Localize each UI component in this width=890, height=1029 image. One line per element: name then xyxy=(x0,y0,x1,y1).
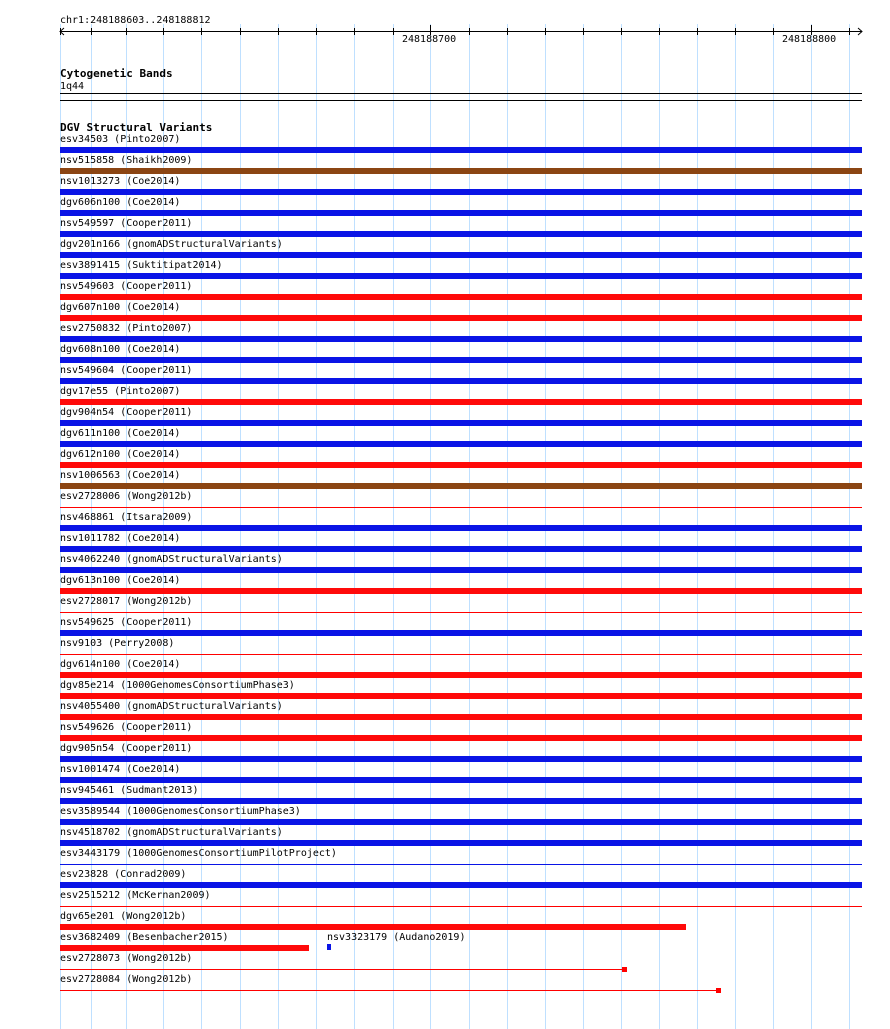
feature-bar[interactable] xyxy=(60,462,862,468)
feature-bar[interactable] xyxy=(60,357,862,363)
feature-bar[interactable] xyxy=(60,567,862,573)
feature-bar[interactable] xyxy=(60,399,862,405)
feature-label[interactable]: nsv549603 (Cooper2011) xyxy=(60,281,193,292)
feature-label[interactable]: dgv201n166 (gnomADStructuralVariants) xyxy=(60,239,283,250)
feature-label[interactable]: dgv613n100 (Coe2014) xyxy=(60,575,181,586)
feature-bar[interactable] xyxy=(60,420,862,426)
feature-label[interactable]: esv2728084 (Wong2012b) xyxy=(60,974,193,985)
feature-bar[interactable] xyxy=(60,546,862,552)
feature-label[interactable]: nsv549626 (Cooper2011) xyxy=(60,722,193,733)
feature-label[interactable]: nsv4055400 (gnomADStructuralVariants) xyxy=(60,701,283,712)
feature-bar[interactable] xyxy=(60,654,862,655)
feature-bar[interactable] xyxy=(60,189,862,195)
ruler-tick-label-2: 248188800 xyxy=(782,34,837,45)
feature-bar[interactable] xyxy=(60,378,862,384)
feature-bar[interactable] xyxy=(60,945,309,951)
feature-bar[interactable] xyxy=(60,525,862,531)
feature-label[interactable]: nsv1006563 (Coe2014) xyxy=(60,470,181,481)
feature-bar[interactable] xyxy=(60,819,862,825)
feature-label[interactable]: dgv614n100 (Coe2014) xyxy=(60,659,181,670)
feature-label[interactable]: nsv549597 (Cooper2011) xyxy=(60,218,193,229)
feature-label[interactable]: nsv549625 (Cooper2011) xyxy=(60,617,193,628)
feature-label[interactable]: esv3589544 (1000GenomesConsortiumPhase3) xyxy=(60,806,301,817)
cytoband-line-top xyxy=(60,93,862,94)
feature-bar[interactable] xyxy=(60,756,862,762)
feature-bar[interactable] xyxy=(60,336,862,342)
feature-label[interactable]: esv2728017 (Wong2012b) xyxy=(60,596,193,607)
feature-label[interactable]: dgv607n100 (Coe2014) xyxy=(60,302,181,313)
feature-bar[interactable] xyxy=(60,168,862,174)
feature-bar[interactable] xyxy=(60,924,686,930)
feature-bar[interactable] xyxy=(60,840,862,846)
feature-label[interactable]: nsv1011782 (Coe2014) xyxy=(60,533,181,544)
feature-bar[interactable] xyxy=(60,210,862,216)
feature-bar[interactable] xyxy=(60,714,862,720)
feature-label[interactable]: dgv905n54 (Cooper2011) xyxy=(60,743,193,754)
feature-label[interactable]: dgv606n100 (Coe2014) xyxy=(60,197,181,208)
feature-label[interactable]: nsv1001474 (Coe2014) xyxy=(60,764,181,775)
dgv-track-title: DGV Structural Variants xyxy=(60,121,213,134)
feature-label[interactable]: nsv3323179 (Audano2019) xyxy=(327,932,466,943)
cytoband-label[interactable]: 1q44 xyxy=(60,81,85,92)
feature-label[interactable]: dgv904n54 (Cooper2011) xyxy=(60,407,193,418)
feature-label[interactable]: esv2728073 (Wong2012b) xyxy=(60,953,193,964)
feature-bar[interactable] xyxy=(60,147,862,153)
feature-bar[interactable] xyxy=(60,906,862,907)
feature-label[interactable]: dgv608n100 (Coe2014) xyxy=(60,344,181,355)
feature-label[interactable]: nsv515858 (Shaikh2009) xyxy=(60,155,193,166)
feature-bar[interactable] xyxy=(60,231,862,237)
feature-bar[interactable] xyxy=(60,990,719,991)
feature-bar[interactable] xyxy=(60,252,862,258)
feature-bar[interactable] xyxy=(60,735,862,741)
feature-bar[interactable] xyxy=(60,672,862,678)
feature-label[interactable]: nsv945461 (Sudmant2013) xyxy=(60,785,199,796)
feature-bar[interactable] xyxy=(60,294,862,300)
feature-label[interactable]: esv34503 (Pinto2007) xyxy=(60,134,181,145)
feature-label[interactable]: esv2515212 (McKernan2009) xyxy=(60,890,211,901)
feature-label[interactable]: nsv9103 (Perry2008) xyxy=(60,638,175,649)
feature-bar[interactable] xyxy=(60,507,862,508)
feature-bar[interactable] xyxy=(60,483,862,489)
ruler xyxy=(0,0,890,60)
feature-bar[interactable] xyxy=(60,588,862,594)
feature-label[interactable]: dgv17e55 (Pinto2007) xyxy=(60,386,181,397)
feature-label[interactable]: esv3443179 (1000GenomesConsortiumPilotProject) xyxy=(60,848,337,859)
feature-label[interactable]: nsv4062240 (gnomADStructuralVariants) xyxy=(60,554,283,565)
feature-label[interactable]: esv2750832 (Pinto2007) xyxy=(60,323,193,334)
feature-label[interactable]: nsv4518702 (gnomADStructuralVariants) xyxy=(60,827,283,838)
feature-label[interactable]: nsv468861 (Itsara2009) xyxy=(60,512,193,523)
feature-label[interactable]: esv23828 (Conrad2009) xyxy=(60,869,187,880)
feature-bar[interactable] xyxy=(60,441,862,447)
feature-bar[interactable] xyxy=(60,864,862,865)
feature-bar[interactable] xyxy=(60,630,862,636)
feature-label[interactable]: dgv85e214 (1000GenomesConsortiumPhase3) xyxy=(60,680,295,691)
cytoband-line-bottom xyxy=(60,100,862,101)
feature-bar[interactable] xyxy=(327,944,331,950)
feature-bar[interactable] xyxy=(60,693,862,699)
feature-label[interactable]: nsv1013273 (Coe2014) xyxy=(60,176,181,187)
feature-bar[interactable] xyxy=(60,777,862,783)
feature-bar[interactable] xyxy=(60,798,862,804)
feature-label[interactable]: dgv612n100 (Coe2014) xyxy=(60,449,181,460)
cytoband-track-title: Cytogenetic Bands xyxy=(60,67,173,80)
feature-bar[interactable] xyxy=(60,612,862,613)
feature-label[interactable]: esv3682409 (Besenbacher2015) xyxy=(60,932,229,943)
ruler-range-label: chr1:248188603..248188812 xyxy=(60,15,211,26)
feature-label[interactable]: dgv65e201 (Wong2012b) xyxy=(60,911,187,922)
feature-bar[interactable] xyxy=(60,315,862,321)
feature-bar[interactable] xyxy=(60,882,862,888)
ruler-tick-label-1: 248188700 xyxy=(402,34,457,45)
feature-bar[interactable] xyxy=(60,969,625,970)
feature-label[interactable]: nsv549604 (Cooper2011) xyxy=(60,365,193,376)
feature-label[interactable]: esv2728006 (Wong2012b) xyxy=(60,491,193,502)
feature-label[interactable]: esv3891415 (Suktitipat2014) xyxy=(60,260,223,271)
feature-label[interactable]: dgv611n100 (Coe2014) xyxy=(60,428,181,439)
feature-bar[interactable] xyxy=(60,273,862,279)
